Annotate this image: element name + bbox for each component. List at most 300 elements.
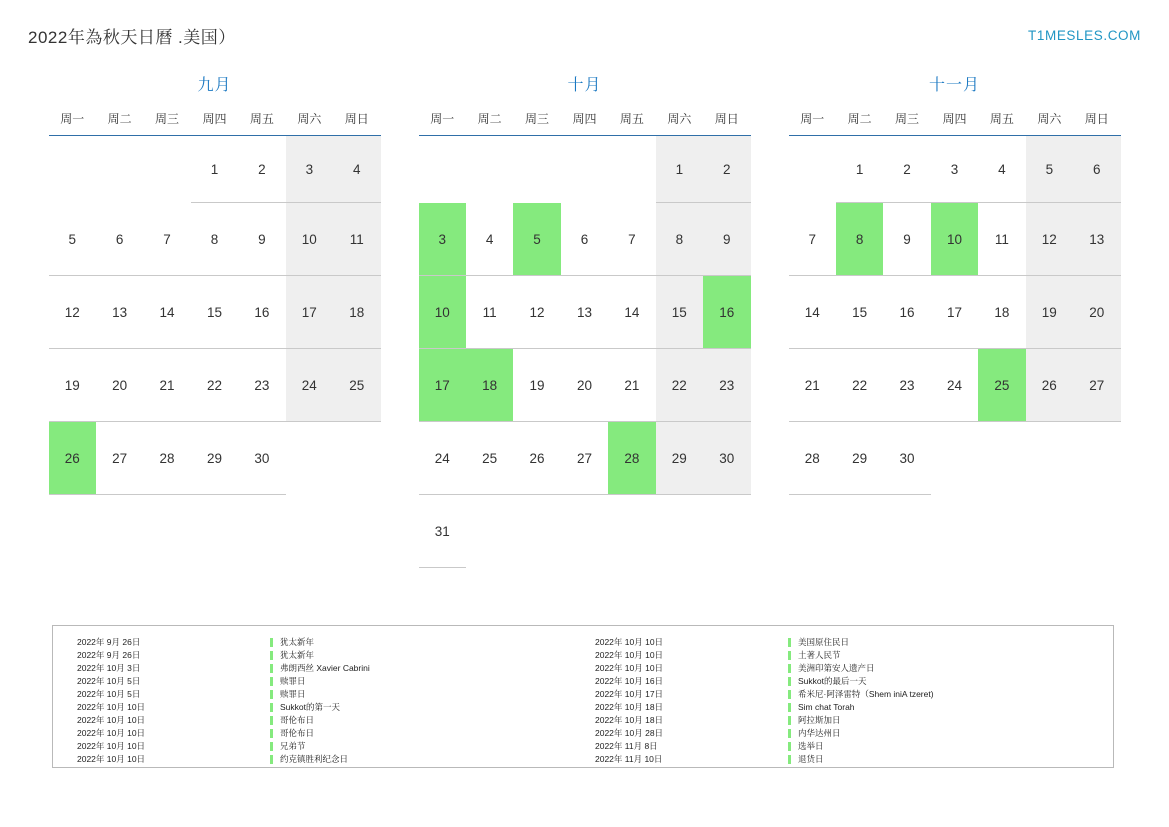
week-row <box>789 422 1121 495</box>
legend-item <box>65 714 583 727</box>
legend-date: 2022年 10月 10日 <box>595 663 664 673</box>
legend-color-swatch <box>788 716 791 725</box>
day-cell[interactable] <box>191 276 238 349</box>
legend-column-left <box>65 636 583 764</box>
day-cell[interactable] <box>96 349 143 422</box>
legend-label: 美洲印第安人遗产日 <box>798 663 875 673</box>
weekday-header: 周日 <box>703 109 750 136</box>
week-row <box>49 276 381 349</box>
day-cell-empty <box>333 422 380 495</box>
day-number: 24 <box>301 377 317 393</box>
week-row <box>419 349 751 422</box>
day-cell[interactable] <box>191 349 238 422</box>
day-cell-empty <box>978 422 1025 495</box>
day-number: 3 <box>950 161 959 177</box>
week-row <box>419 422 751 495</box>
day-number: 27 <box>576 450 592 466</box>
weekday-header: 周四 <box>191 109 238 136</box>
day-cell[interactable] <box>836 136 883 203</box>
day-cell[interactable] <box>238 276 285 349</box>
day-number: 11 <box>994 231 1009 247</box>
day-number: 17 <box>301 304 317 320</box>
day-number: 1 <box>855 161 864 177</box>
day-cell[interactable] <box>978 276 1025 349</box>
legend-label: Sim chat Torah <box>798 702 855 712</box>
legend-label: 退货日 <box>798 754 824 764</box>
legend-item <box>65 675 583 688</box>
day-number: 19 <box>529 377 545 393</box>
legend-item <box>583 636 1101 649</box>
day-cell[interactable] <box>96 276 143 349</box>
day-cell[interactable] <box>143 349 190 422</box>
legend-date: 2022年 10月 18日 <box>595 702 664 712</box>
legend-item <box>583 701 1101 714</box>
legend-label: 哥伦布日 <box>280 728 315 738</box>
weekday-header: 周五 <box>608 109 655 136</box>
day-cell-empty <box>656 495 703 568</box>
weekday-header: 周日 <box>1073 109 1120 136</box>
day-cell[interactable] <box>703 349 750 422</box>
legend-color-swatch <box>788 677 791 686</box>
day-number: 18 <box>466 349 513 421</box>
weekday-header: 周二 <box>96 109 143 136</box>
day-number: 14 <box>804 304 820 320</box>
legend-color-swatch <box>788 690 791 699</box>
day-cell[interactable] <box>836 276 883 349</box>
day-cell[interactable] <box>49 276 96 349</box>
legend-date: 2022年 10月 17日 <box>595 689 664 699</box>
week-row <box>789 203 1121 276</box>
day-cell[interactable] <box>333 276 380 349</box>
weekday-header: 周六 <box>286 109 333 136</box>
week-row <box>49 349 381 422</box>
legend-color-swatch <box>270 664 273 673</box>
day-cell-empty <box>419 136 466 203</box>
legend-date: 2022年 10月 10日 <box>595 637 664 647</box>
week-row <box>49 136 381 203</box>
day-cell[interactable] <box>883 349 930 422</box>
day-number: 29 <box>852 450 868 466</box>
month-block <box>789 72 1121 568</box>
day-cell[interactable] <box>238 203 285 276</box>
weekday-header: 周六 <box>1026 109 1073 136</box>
day-cell[interactable] <box>836 349 883 422</box>
legend-date: 2022年 11月 8日 <box>595 741 658 751</box>
weekday-header: 周三 <box>143 109 190 136</box>
day-number: 12 <box>1041 231 1057 247</box>
legend-color-swatch <box>270 755 273 764</box>
day-number: 26 <box>1041 377 1057 393</box>
weekday-header: 周五 <box>238 109 285 136</box>
day-cell[interactable] <box>656 276 703 349</box>
day-number: 4 <box>485 231 494 247</box>
day-number: 7 <box>628 231 636 247</box>
day-cell-empty <box>286 422 333 495</box>
day-number: 17 <box>419 349 466 421</box>
legend-color-swatch <box>270 729 273 738</box>
day-cell[interactable] <box>513 203 560 276</box>
day-number: 23 <box>719 377 735 393</box>
day-number: 5 <box>1045 161 1054 177</box>
day-cell[interactable] <box>836 422 883 495</box>
day-number: 28 <box>608 422 655 494</box>
legend-color-swatch <box>788 729 791 738</box>
day-number: 22 <box>852 377 868 393</box>
day-number: 27 <box>1089 377 1105 393</box>
day-cell[interactable] <box>561 422 608 495</box>
day-number: 1 <box>675 161 684 177</box>
week-row <box>419 203 751 276</box>
day-cell[interactable] <box>1073 203 1120 276</box>
legend-label: 内华达州日 <box>798 728 841 738</box>
legend-label: 美国原住民日 <box>798 637 850 647</box>
legend-date: 2022年 10月 3日 <box>77 663 141 673</box>
day-cell-empty <box>96 136 143 203</box>
day-number: 21 <box>624 377 640 393</box>
day-cell-empty <box>513 495 560 568</box>
day-number: 14 <box>159 304 175 320</box>
day-cell[interactable] <box>931 349 978 422</box>
day-cell-empty <box>703 495 750 568</box>
legend-label: 哥伦布日 <box>280 715 315 725</box>
day-number: 4 <box>998 161 1006 177</box>
day-number: 2 <box>903 161 911 177</box>
day-cell[interactable] <box>49 203 96 276</box>
legend-label: 弗朗西丝 Xavier Cabrini <box>280 663 370 673</box>
week-row <box>49 203 381 276</box>
day-cell[interactable] <box>286 349 333 422</box>
day-cell-empty <box>1073 422 1120 495</box>
day-cell[interactable] <box>466 422 513 495</box>
day-number: 13 <box>1089 231 1105 247</box>
day-cell[interactable] <box>608 203 655 276</box>
weekday-header: 周日 <box>333 109 380 136</box>
day-cell[interactable] <box>1073 349 1120 422</box>
day-number: 7 <box>808 231 816 247</box>
month-grid <box>419 109 751 568</box>
day-number: 16 <box>899 304 915 320</box>
weekday-header: 周四 <box>561 109 608 136</box>
day-cell[interactable] <box>333 203 380 276</box>
day-number: 16 <box>703 276 750 348</box>
weekday-header: 周四 <box>931 109 978 136</box>
month-block <box>419 72 751 568</box>
day-cell[interactable] <box>931 136 978 203</box>
day-cell[interactable] <box>656 136 703 203</box>
day-number: 23 <box>254 377 270 393</box>
day-cell[interactable] <box>608 349 655 422</box>
weekday-header: 周六 <box>656 109 703 136</box>
day-number: 24 <box>946 377 962 393</box>
month-title: 十一月 <box>928 77 980 94</box>
day-cell[interactable] <box>513 276 560 349</box>
day-cell[interactable] <box>978 203 1025 276</box>
day-number: 10 <box>301 231 317 247</box>
day-cell[interactable] <box>1073 276 1120 349</box>
day-number: 19 <box>1041 304 1057 320</box>
day-cell[interactable] <box>789 203 836 276</box>
legend-date: 2022年 10月 10日 <box>77 728 146 738</box>
legend-date: 2022年 10月 10日 <box>77 754 146 764</box>
legend-item <box>583 753 1101 766</box>
legend-item <box>65 688 583 701</box>
day-cell-empty <box>931 422 978 495</box>
day-number: 1 <box>210 161 219 177</box>
legend-item <box>583 675 1101 688</box>
day-cell[interactable] <box>561 276 608 349</box>
legend-label: 希米尼·阿泽雷特（Shem iniA tzeret) <box>798 689 934 699</box>
legend-label: Sukkot的第一天 <box>280 702 340 712</box>
month-title: 十月 <box>567 77 602 94</box>
day-number: 10 <box>931 203 978 275</box>
day-cell[interactable] <box>883 136 930 203</box>
day-cell-empty <box>608 136 655 203</box>
day-cell[interactable] <box>286 276 333 349</box>
week-row <box>789 136 1121 203</box>
legend-item <box>65 740 583 753</box>
legend-color-swatch <box>270 690 273 699</box>
day-cell[interactable] <box>333 349 380 422</box>
day-number: 29 <box>206 450 222 466</box>
month-grid <box>49 109 381 495</box>
legend-label: 土著人民节 <box>798 650 841 660</box>
day-number: 20 <box>1089 304 1105 320</box>
day-cell[interactable] <box>883 276 930 349</box>
day-number: 6 <box>115 231 124 247</box>
day-number: 4 <box>353 161 361 177</box>
day-number: 2 <box>258 161 266 177</box>
legend-color-swatch <box>270 716 273 725</box>
legend-label: 兄弟节 <box>280 741 306 751</box>
day-cell[interactable] <box>143 203 190 276</box>
day-number: 2 <box>723 161 731 177</box>
day-cell[interactable] <box>1026 203 1073 276</box>
day-cell[interactable] <box>883 422 930 495</box>
legend-date: 2022年 9月 26日 <box>77 637 141 647</box>
legend-item <box>583 740 1101 753</box>
month-title: 九月 <box>197 77 232 94</box>
page-title: 2022年為秋天日曆 .美国） <box>28 27 236 47</box>
legend-item <box>583 714 1101 727</box>
day-number: 27 <box>112 450 128 466</box>
weekday-header: 周五 <box>978 109 1025 136</box>
day-cell[interactable] <box>561 349 608 422</box>
day-cell-empty <box>1026 422 1073 495</box>
day-cell[interactable] <box>608 276 655 349</box>
day-cell-empty <box>789 136 836 203</box>
weekday-header: 周二 <box>466 109 513 136</box>
day-number: 9 <box>903 231 911 247</box>
legend-color-swatch <box>788 638 791 647</box>
day-number: 6 <box>580 231 589 247</box>
day-cell[interactable] <box>978 349 1025 422</box>
weekday-header: 周一 <box>419 109 466 136</box>
day-cell[interactable] <box>789 349 836 422</box>
day-cell[interactable] <box>419 276 466 349</box>
legend-label: 犹太新年 <box>280 637 315 647</box>
day-cell[interactable] <box>703 203 750 276</box>
day-cell[interactable] <box>561 203 608 276</box>
legend-item <box>65 727 583 740</box>
day-number: 8 <box>836 203 883 275</box>
week-row <box>419 276 751 349</box>
day-cell[interactable] <box>333 136 380 203</box>
day-number: 15 <box>671 304 687 320</box>
day-cell[interactable] <box>513 422 560 495</box>
day-cell[interactable] <box>191 422 238 495</box>
day-number: 12 <box>529 304 545 320</box>
day-cell[interactable] <box>1026 349 1073 422</box>
legend-date: 2022年 10月 10日 <box>77 702 146 712</box>
day-cell[interactable] <box>931 276 978 349</box>
day-cell[interactable] <box>96 422 143 495</box>
legend-color-swatch <box>788 651 791 660</box>
day-number: 10 <box>419 276 466 348</box>
day-number: 23 <box>899 377 915 393</box>
day-number: 25 <box>978 349 1025 421</box>
week-row <box>419 136 751 203</box>
day-number: 24 <box>434 450 450 466</box>
legend-item <box>65 701 583 714</box>
site-brand[interactable]: T1MESLES.COM <box>1028 27 1141 43</box>
legend-date: 2022年 10月 5日 <box>77 676 141 686</box>
weekday-header: 周三 <box>883 109 930 136</box>
legend-date: 2022年 10月 10日 <box>595 650 664 660</box>
day-number: 21 <box>804 377 820 393</box>
day-cell[interactable] <box>238 136 285 203</box>
day-number: 29 <box>671 450 687 466</box>
week-row <box>419 495 751 568</box>
day-number: 15 <box>206 304 222 320</box>
day-cell[interactable] <box>978 136 1025 203</box>
day-cell-empty <box>608 495 655 568</box>
day-number: 9 <box>258 231 266 247</box>
day-cell[interactable] <box>656 349 703 422</box>
day-cell[interactable] <box>191 203 238 276</box>
day-number: 22 <box>206 377 222 393</box>
day-number: 30 <box>899 450 915 466</box>
day-cell[interactable] <box>419 422 466 495</box>
day-cell[interactable] <box>238 349 285 422</box>
day-cell[interactable] <box>883 203 930 276</box>
day-cell[interactable] <box>1073 136 1120 203</box>
legend-date: 2022年 10月 16日 <box>595 676 664 686</box>
day-number: 17 <box>946 304 962 320</box>
legend-item <box>583 727 1101 740</box>
legend-label: Sukkot的最后一天 <box>798 676 867 686</box>
legend-date: 2022年 10月 10日 <box>77 715 146 725</box>
day-cell[interactable] <box>466 203 513 276</box>
day-number: 3 <box>419 203 466 275</box>
legend-date: 2022年 10月 18日 <box>595 715 664 725</box>
day-cell[interactable] <box>656 422 703 495</box>
day-cell[interactable] <box>419 203 466 276</box>
day-cell[interactable] <box>419 349 466 422</box>
day-cell-empty <box>143 136 190 203</box>
legend-item <box>583 688 1101 701</box>
day-number: 18 <box>349 304 365 320</box>
legend-item <box>65 662 583 675</box>
day-number: 18 <box>994 304 1010 320</box>
day-number: 11 <box>349 231 364 247</box>
legend-label: 阿拉斯加日 <box>798 715 841 725</box>
day-cell[interactable] <box>656 203 703 276</box>
day-cell[interactable] <box>608 422 655 495</box>
day-number: 8 <box>210 231 219 247</box>
day-number: 26 <box>49 422 96 494</box>
day-number: 6 <box>1093 161 1101 177</box>
day-number: 5 <box>513 203 560 275</box>
day-cell[interactable] <box>96 203 143 276</box>
day-cell[interactable] <box>49 422 96 495</box>
day-cell[interactable] <box>143 276 190 349</box>
legend-label: 约克镇胜利纪念日 <box>280 754 349 764</box>
weekday-header: 周一 <box>789 109 836 136</box>
legend-item <box>65 649 583 662</box>
day-cell[interactable] <box>286 136 333 203</box>
weekday-header: 周一 <box>49 109 96 136</box>
legend-color-swatch <box>270 677 273 686</box>
day-cell[interactable] <box>238 422 285 495</box>
legend-color-swatch <box>788 664 791 673</box>
day-cell[interactable] <box>286 203 333 276</box>
legend-label: 赎罪日 <box>280 689 306 699</box>
day-number: 11 <box>482 304 497 320</box>
day-cell[interactable] <box>191 136 238 203</box>
day-cell[interactable] <box>49 349 96 422</box>
day-cell[interactable] <box>1026 136 1073 203</box>
day-cell[interactable] <box>513 349 560 422</box>
day-cell[interactable] <box>1026 276 1073 349</box>
day-cell-empty <box>466 495 513 568</box>
day-cell[interactable] <box>703 136 750 203</box>
day-cell[interactable] <box>836 203 883 276</box>
day-cell[interactable] <box>703 422 750 495</box>
day-number: 16 <box>254 304 270 320</box>
weekday-header: 周三 <box>513 109 560 136</box>
month-block <box>49 72 381 568</box>
day-cell-empty <box>466 136 513 203</box>
day-number: 13 <box>576 304 592 320</box>
legend-color-swatch <box>788 755 791 764</box>
page-header <box>0 18 1169 52</box>
day-cell[interactable] <box>703 276 750 349</box>
day-number: 7 <box>163 231 171 247</box>
legend-label: 赎罪日 <box>280 676 306 686</box>
day-cell[interactable] <box>466 276 513 349</box>
legend-label: 犹太新年 <box>280 650 315 660</box>
day-cell[interactable] <box>143 422 190 495</box>
legend-date: 2022年 10月 10日 <box>77 741 146 751</box>
day-cell[interactable] <box>419 495 466 568</box>
legend-color-swatch <box>270 742 273 751</box>
legend-item <box>583 662 1101 675</box>
legend-date: 2022年 9月 26日 <box>77 650 141 660</box>
day-number: 25 <box>349 377 365 393</box>
day-number: 21 <box>159 377 175 393</box>
day-number: 19 <box>64 377 80 393</box>
day-cell[interactable] <box>789 422 836 495</box>
day-number: 9 <box>723 231 731 247</box>
day-number: 8 <box>675 231 684 247</box>
day-cell[interactable] <box>931 203 978 276</box>
legend-color-swatch <box>270 651 273 660</box>
legend-color-swatch <box>788 703 791 712</box>
day-cell[interactable] <box>466 349 513 422</box>
day-number: 14 <box>624 304 640 320</box>
day-cell[interactable] <box>789 276 836 349</box>
week-row <box>49 422 381 495</box>
